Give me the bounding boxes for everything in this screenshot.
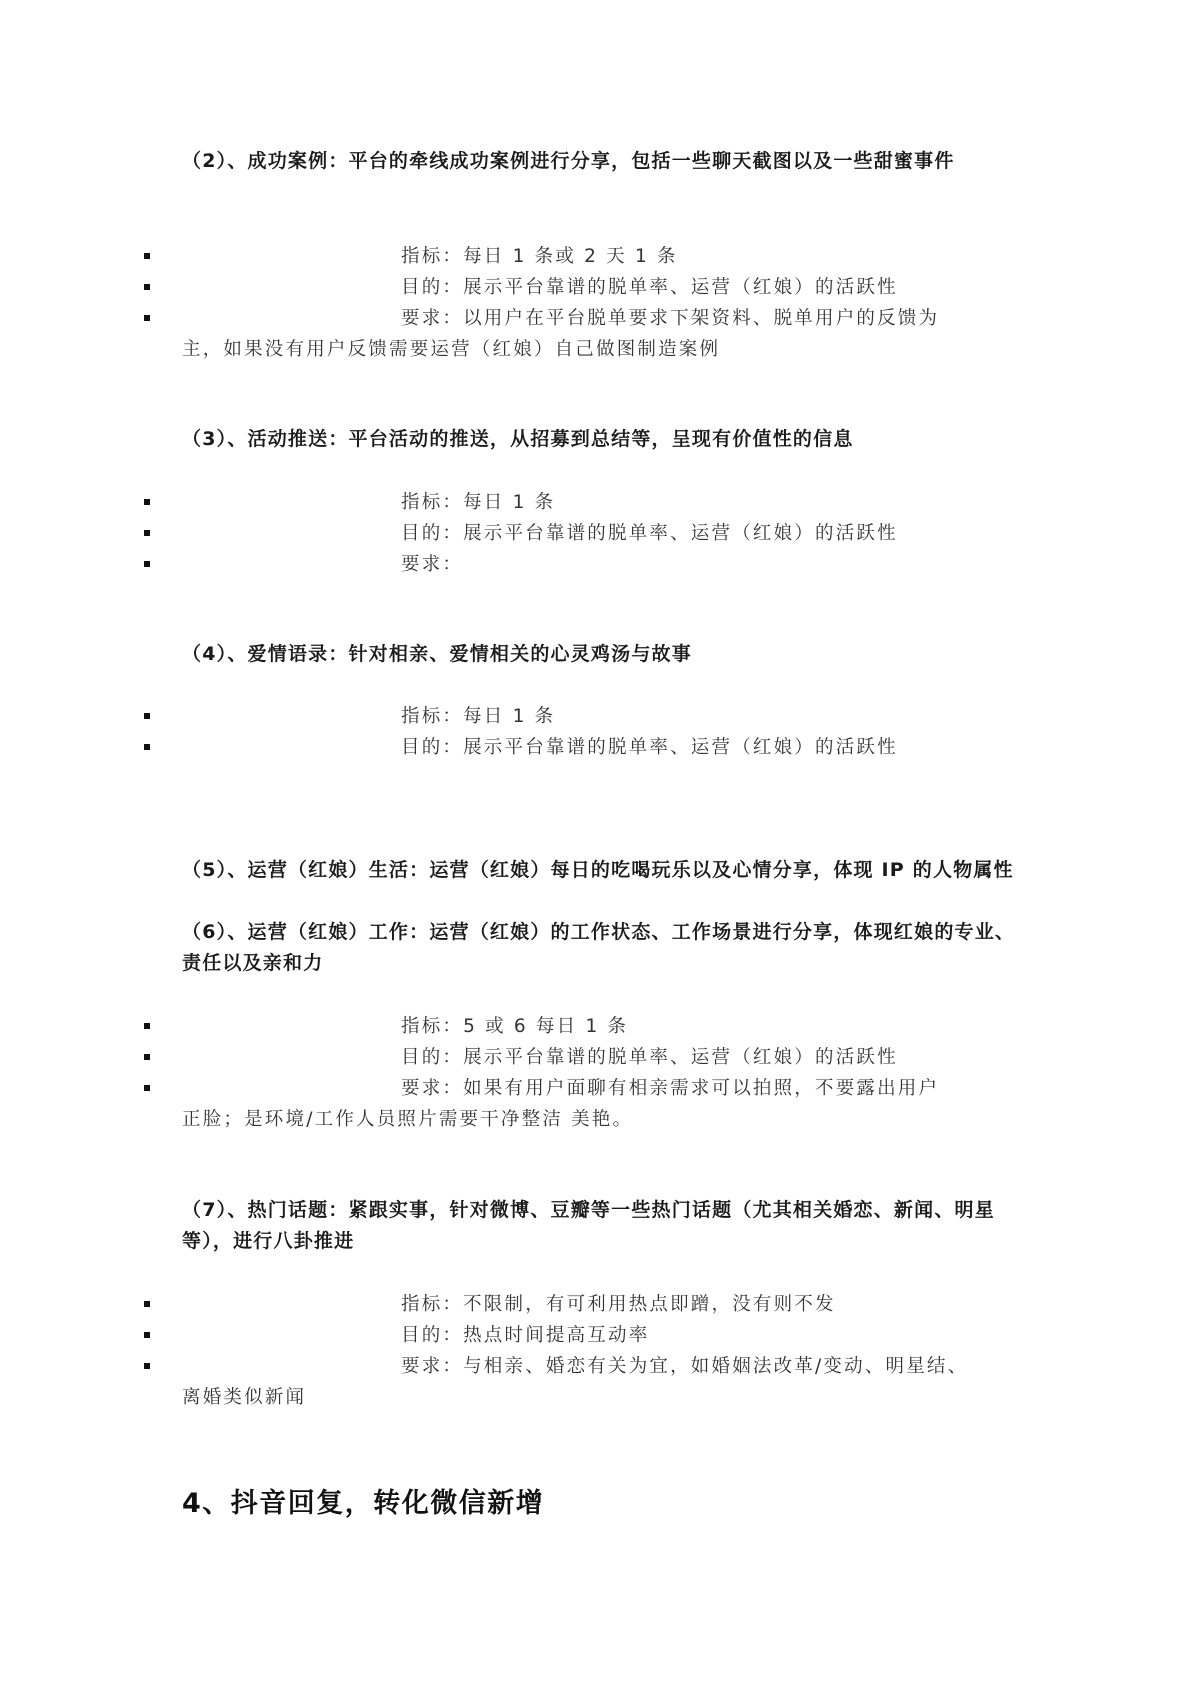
heading-operator-life: （5）、运营（红娘）生活：运营（红娘）每日的吃喝玩乐以及心情分享，体现 IP 的人物属性 [182, 859, 1014, 881]
list-item [0, 272, 1200, 303]
bullet-marker [144, 1023, 150, 1029]
bullet-text: 目的：展示平台靠谱的脱单率、运营（红娘）的活跃性 [401, 1047, 898, 1068]
list-item [0, 1289, 1200, 1320]
section-title: 4、抖音回复，转化微信新增 [182, 1488, 545, 1519]
bullet-text: 目的：展示平台靠谱的脱单率、运营（红娘）的活跃性 [401, 277, 898, 298]
bullet-text: 指标：5 或 6 每日 1 条 [401, 1016, 629, 1037]
bullet-text: 目的：展示平台靠谱的脱单率、运营（红娘）的活跃性 [401, 523, 898, 544]
bullet-text: 要求：如果有用户面聊有相亲需求可以拍照，不要露出用户 [401, 1078, 940, 1099]
list-item [0, 549, 1200, 580]
heading-operator-work: （6）、运营（红娘）工作：运营（红娘）的工作状态、工作场景进行分享，体现红娘的专业、责任以及亲和力 [182, 921, 1016, 974]
heading-success-cases: （2）、成功案例：平台的牵线成功案例进行分享，包括一些聊天截图以及一些甜蜜事件 [182, 150, 955, 172]
bullet-text: 指标：每日 1 条 [401, 492, 556, 513]
bullet-marker [144, 530, 150, 536]
bullet-text: 要求：以用户在平台脱单要求下架资料、脱单用户的反馈为 [401, 308, 940, 329]
bullet-marker [144, 1301, 150, 1307]
bullet-continuation: 正脸；是环境/工作人员照片需要干净整洁 美艳。 [182, 1109, 634, 1130]
list-item [0, 241, 1200, 272]
bullet-marker [144, 253, 150, 259]
bullet-text: 指标：每日 1 条 [401, 706, 556, 727]
bullet-continuation: 离婚类似新闻 [182, 1387, 307, 1408]
bullet-text: 目的：热点时间提高互动率 [401, 1325, 650, 1346]
heading-hot-topics: （7）、热门话题：紧跟实事，针对微博、豆瓣等一些热门话题（尤其相关婚恋、新闻、明星等），进行八卦推进 [182, 1199, 995, 1252]
list-item [0, 1351, 1200, 1382]
bullet-text: 目的：展示平台靠谱的脱单率、运营（红娘）的活跃性 [401, 737, 898, 758]
bullet-marker [144, 284, 150, 290]
bullet-marker [144, 1085, 150, 1091]
bullet-marker [144, 744, 150, 750]
bullet-marker [144, 561, 150, 567]
bullet-marker [144, 315, 150, 321]
bullet-marker [144, 499, 150, 505]
bullet-continuation: 主，如果没有用户反馈需要运营（红娘）自己做图制造案例 [182, 339, 721, 360]
list-item [0, 303, 1200, 334]
bullet-marker [144, 1363, 150, 1369]
list-item [0, 1073, 1200, 1104]
bullet-text: 要求： [401, 554, 464, 575]
heading-activity-push: （3）、活动推送：平台活动的推送，从招募到总结等，呈现有价值性的信息 [182, 428, 854, 450]
bullet-marker [144, 1332, 150, 1338]
list-item [0, 487, 1200, 518]
bullet-marker [144, 1054, 150, 1060]
bullet-text: 要求：与相亲、婚恋有关为宜，如婚姻法改革/变动、明星结、 [401, 1356, 969, 1377]
heading-love-quotes: （4）、爱情语录：针对相亲、爱情相关的心灵鸡汤与故事 [182, 643, 692, 665]
list-item [0, 1011, 1200, 1042]
list-item [0, 518, 1200, 549]
list-item [0, 1042, 1200, 1073]
list-item [0, 701, 1200, 732]
bullet-text: 指标：不限制，有可利用热点即蹭，没有则不发 [401, 1294, 836, 1315]
list-item [0, 1320, 1200, 1351]
bullet-marker [144, 713, 150, 719]
bullet-text: 指标：每日 1 条或 2 天 1 条 [401, 246, 678, 267]
list-item [0, 732, 1200, 763]
